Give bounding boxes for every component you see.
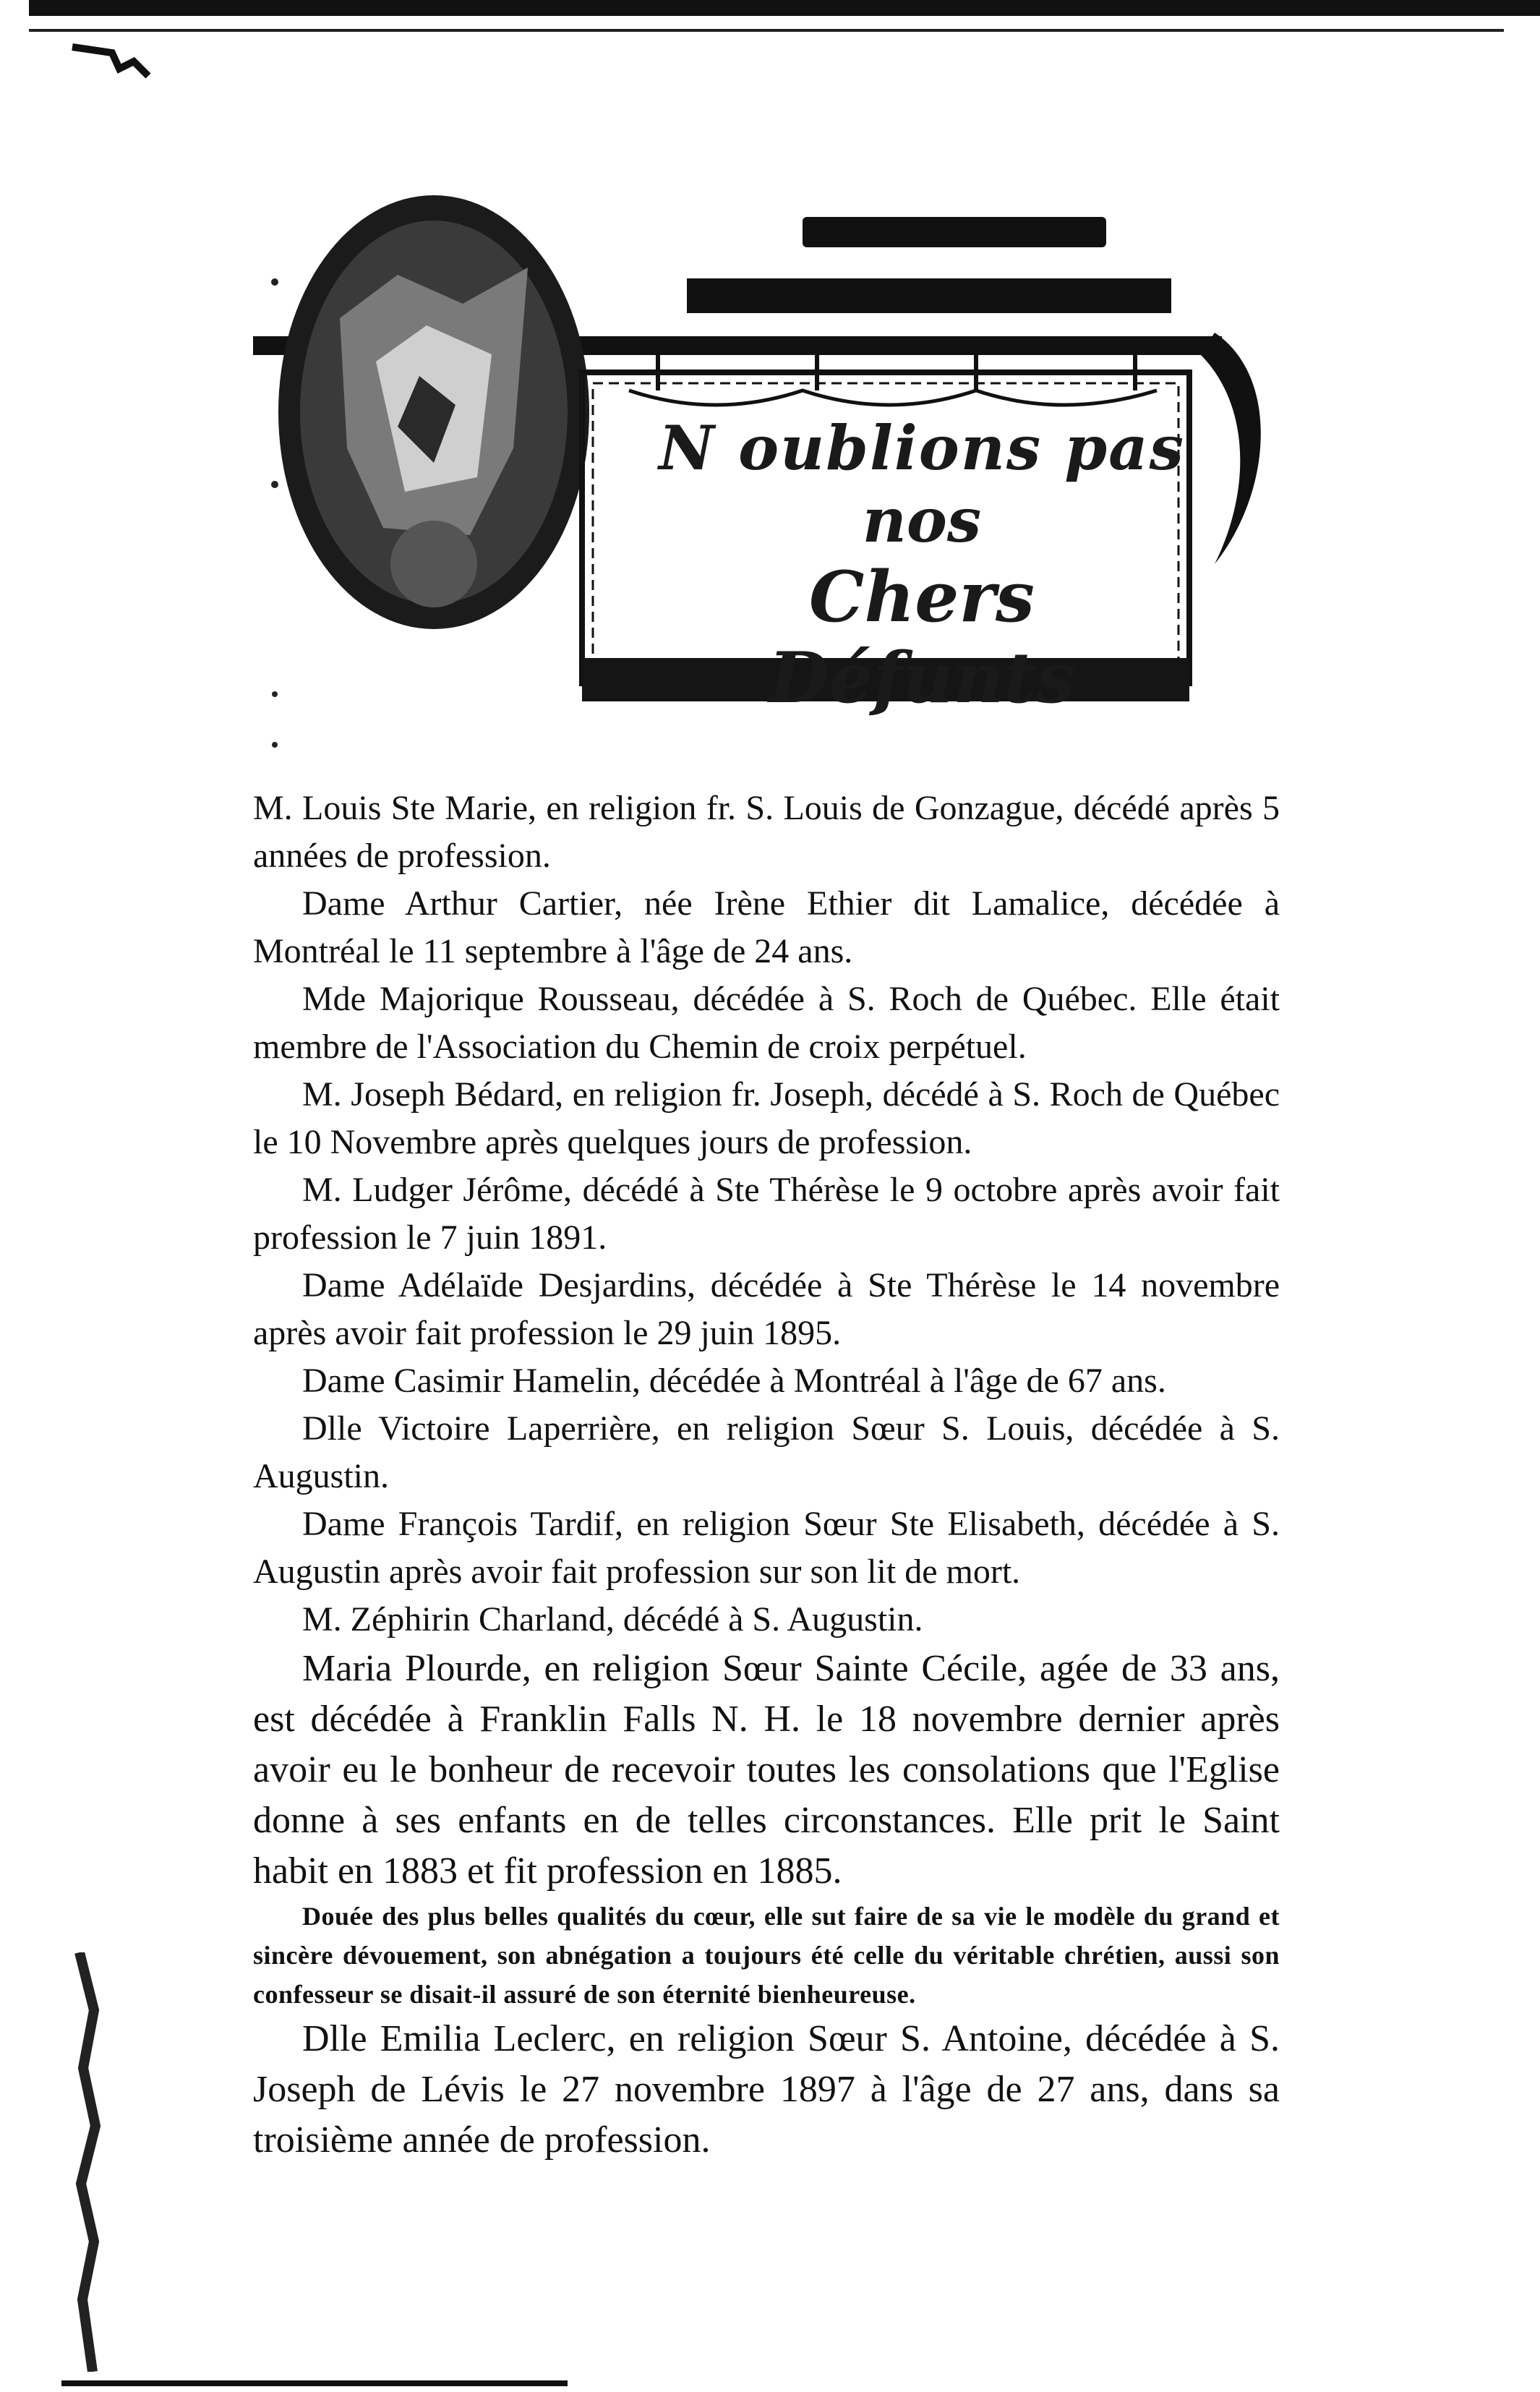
entry-paragraph: Dame Adélaïde Desjardins, décédée à Ste Thérèse le 14 novembre après avoir fait profession le 29 juin 1895. (253, 1266, 1280, 1352)
entry-paragraph: M. Ludger Jérôme, décédé à Ste Thérèse le 9 octobre après avoir fait profession le 7 juin 1891. (253, 1171, 1280, 1257)
entry-paragraph: M. Joseph Bédard, en religion fr. Joseph, décédé à S. Roch de Québec le 10 Novembre après quelques jours de profession. (253, 1075, 1280, 1161)
entry-paragraph: Dlle Victoire Laperrière, en religion Sœur S. Louis, décédée à S. Augustin. (253, 1409, 1280, 1495)
title-line-1: N oublions pas (659, 412, 1185, 484)
page-title (651, 412, 1193, 719)
entry-paragraph-emilia: Dlle Emilia Leclerc, en religion Sœur S. Antoine, décédée à S. Joseph de Lévis le 27 novembre 1897 à l'âge de 27 ans, dans sa troisième année de profession. (253, 2018, 1280, 2161)
scan-edge-artifact (72, 1952, 101, 2372)
scan-corner-mark (69, 40, 163, 83)
entry-paragraph: M. Louis Ste Marie, en religion fr. S. Louis de Gonzague, décédé après 5 années de profession. (253, 789, 1280, 875)
entry-paragraph: Dame Casimir Hamelin, décédée à Montréal à l'âge de 67 ans. (302, 1362, 1166, 1400)
tribute-paragraph: Douée des plus belles qualités du cœur, elle sut faire de sa vie le modèle du grand et sincère dévouement, son abnégation a toujours été celle du véritable chrétien, aussi son confesseur se disait-il assuré de son éternité bienheureuse. (253, 1902, 1280, 2009)
entry-paragraph: M. Zéphirin Charland, décédé à S. Augustin. (302, 1600, 923, 1639)
entry-paragraph-maria: Maria Plourde, en religion Sœur Sainte Cécile, agée de 33 ans, est décédée à Franklin Falls N. H. le 18 novembre dernier après avoir eu le bonheur de recevoir toutes les consolations que l'Eglise donne à ses enfants en de telles circonstances. Elle prit le Saint habit en 1883 et fit profession en 1885. (253, 1648, 1280, 1892)
title-line-2: nos (862, 484, 982, 556)
top-rule (29, 29, 1504, 32)
bottom-border (61, 2380, 568, 2386)
entry-paragraph: Dame Arthur Cartier, née Irène Ethier dit Lamalice, décédée à Montréal le 11 septembre à l'âge de 24 ans. (253, 884, 1280, 970)
banner-ornamental-band (687, 278, 1171, 313)
title-line-3: Chers Défunts (769, 556, 1075, 719)
banner-top-band (803, 217, 1106, 247)
obituary-list (253, 785, 1280, 2166)
entry-paragraph: Dame François Tardif, en religion Sœur Ste Elisabeth, décédée à S. Augustin après avoir fait profession sur son lit de mort. (253, 1505, 1280, 1591)
top-border (29, 0, 1540, 16)
entry-paragraph: Mde Majorique Rousseau, décédée à S. Roch de Québec. Elle était membre de l'Association du Chemin de croix perpétuel. (253, 980, 1280, 1066)
